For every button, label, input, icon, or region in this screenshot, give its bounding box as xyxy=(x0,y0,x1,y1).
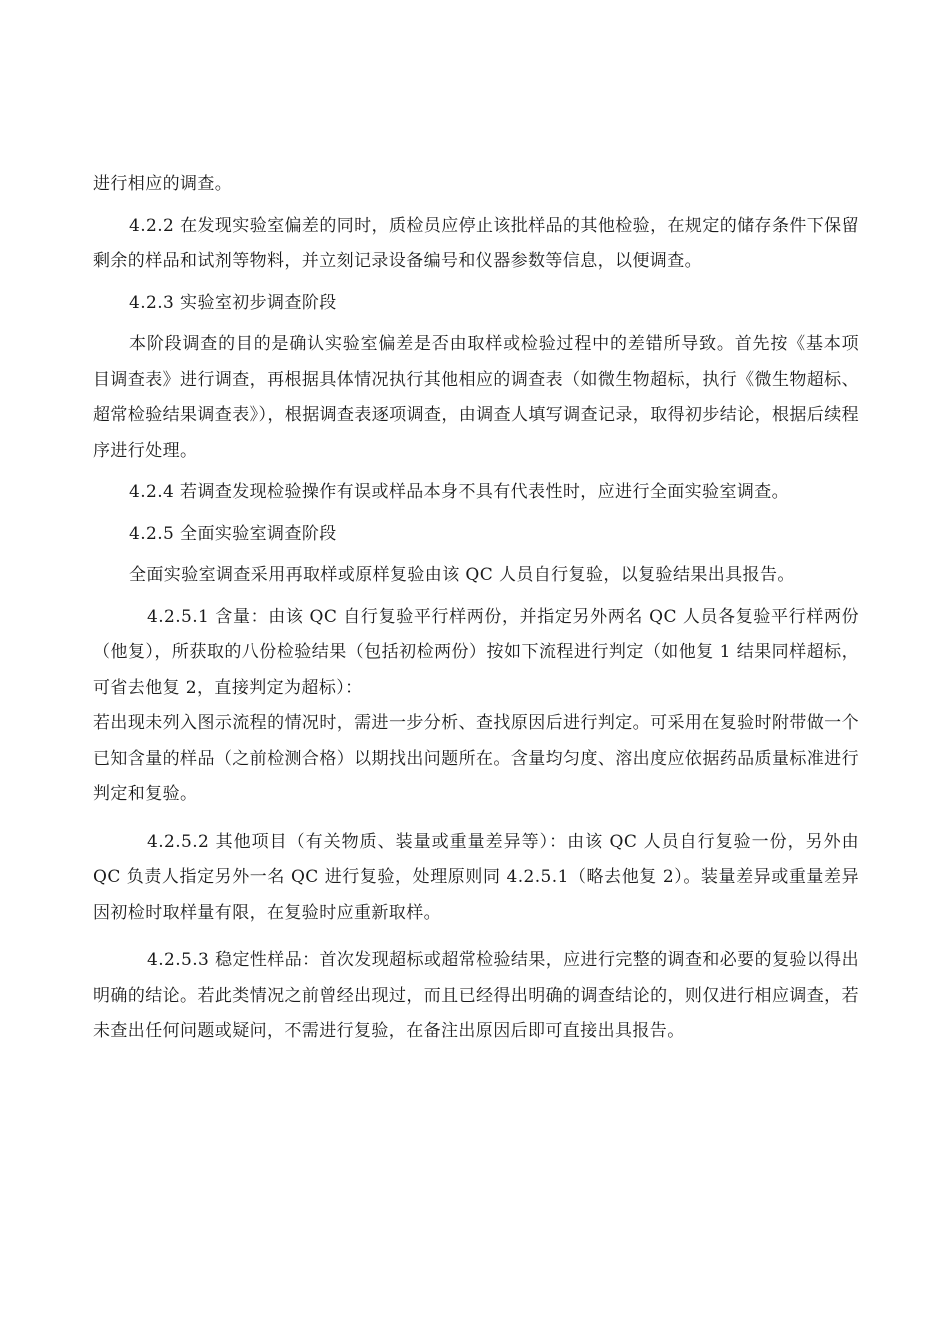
paragraph-unlisted-situations: 若出现未列入图示流程的情况时，需进一步分析、查找原因后进行判定。可采用在复验时附带做一个已知含量的样品（之前检测合格）以期找出问题所在。含量均匀度、溶出度应依据药品质量标准进行判定和复验。 xyxy=(93,713,859,804)
heading-4-2-3: 4.2.3 实验室初步调查阶段 xyxy=(129,292,337,313)
paragraph-4-2-5-3: 4.2.5.3 稳定性样品：首次发现超标或超常检验结果，应进行完整的调查和必要的复验以得出明确的结论。若此类情况之前曾经出现过，而且已经得出明确的调查结论的，则仅进行相应调查，若未查出任何问题或疑问，不需进行复验，在备注出原因后即可直接出具报告。 xyxy=(93,950,859,1041)
paragraph-4-2-5-1: 4.2.5.1 含量：由该 QC 自行复验平行样两份，并指定另外两名 QC 人员各复验平行样两份（他复），所获取的八份检验结果（包括初检两份）按如下流程进行判定（如他复 1 结果同样超标，可省去他复 2，直接判定为超标）： xyxy=(93,606,859,698)
paragraph-4-2-4: 4.2.4 若调查发现检验操作有误或样品本身不具有代表性时，应进行全面实验室调查。 xyxy=(129,482,790,502)
document-page xyxy=(93,167,859,1050)
paragraph-full-investigation: 全面实验室调查采用再取样或原样复验由该 QC 人员自行复验，以复验结果出具报告。 xyxy=(129,565,795,585)
paragraph-preliminary-investigation: 本阶段调查的目的是确认实验室偏差是否由取样或检验过程中的差错所导致。首先按《基本项目调查表》进行调查，再根据具体情况执行其他相应的调查表（如微生物超标，执行《微生物超标、超常检验结果调查表》），根据调查表逐项调查，由调查人填写调查记录，取得初步结论，根据后续程序进行处理。 xyxy=(93,334,859,461)
heading-4-2-5: 4.2.5 全面实验室调查阶段 xyxy=(129,523,337,544)
paragraph-4-2-2: 4.2.2 在发现实验室偏差的同时，质检员应停止该批样品的其他检验，在规定的储存条件下保留剩余的样品和试剂等物料，并立刻记录设备编号和仪器参数等信息，以便调查。 xyxy=(93,215,859,271)
paragraph-4-2-5-2: 4.2.5.2 其他项目（有关物质、装量或重量差异等）：由该 QC 人员自行复验一份，另外由 QC 负责人指定另外一名 QC 进行复验，处理原则同 4.2.5.1（略去他复 2）。装量差异或重量差异因初检时取样量有限，在复验时应重新取样。 xyxy=(93,831,859,923)
paragraph-continuation: 进行相应的调查。 xyxy=(93,174,233,194)
